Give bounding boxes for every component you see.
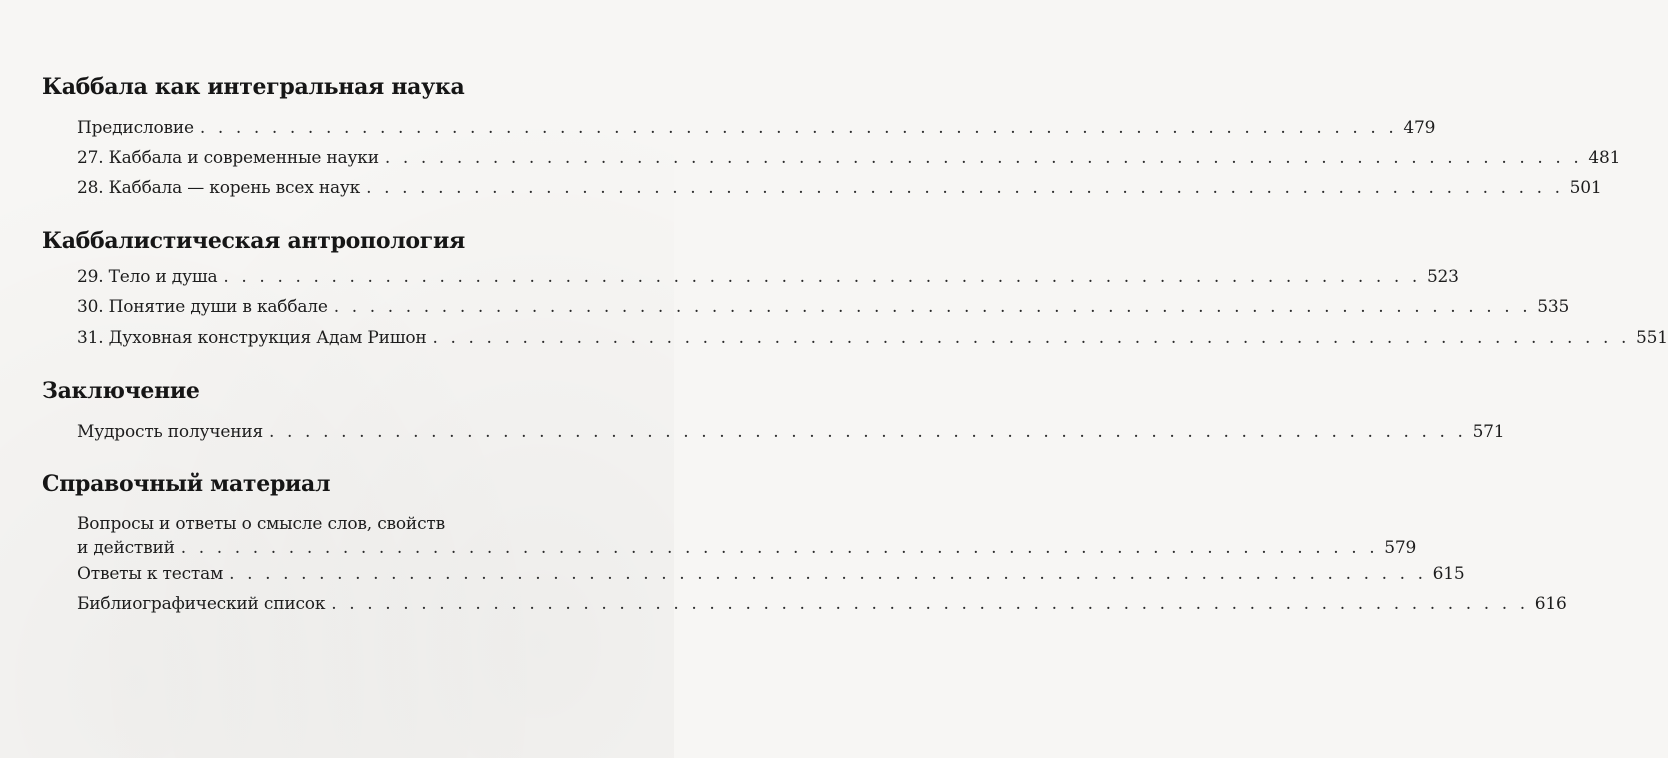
page-number: 616 [1534,594,1567,614]
entry-title: и действий [77,538,175,558]
toc-entry[interactable] [77,327,1668,349]
section-title: Заключение [42,378,200,404]
toc-entry[interactable] [77,563,1465,585]
page-number: 481 [1588,148,1621,168]
section-title: Каббала как интегральная наука [42,74,465,100]
toc-entry[interactable] [77,266,1459,288]
entry-title-line1: Вопросы и ответы о смысле слов, свойств [77,514,445,534]
dot-leader: . . . . . . . . . . . . . . . . . . . . . . . . . . . . . . . . . . . . . . . . . . . . . . . . . . . . . . . . . . . . . . . . . . . [366,178,1564,198]
entry-title: Мудрость получения [77,422,264,442]
page-number: 523 [1426,267,1459,287]
toc-entry[interactable] [77,513,1417,559]
page-number: 479 [1403,118,1436,138]
dot-leader: . . . . . . . . . . . . . . . . . . . . . . . . . . . . . . . . . . . . . . . . . . . . . . . . . . . . . . . . . . . . . . . . . . . [333,297,1532,317]
toc-entry[interactable] [77,177,1602,199]
entry-title: Библиографический список [77,594,326,614]
page-number: 579 [1384,538,1417,558]
page-number: 501 [1569,178,1602,198]
toc-entry[interactable] [77,117,1436,139]
page-number: 535 [1537,297,1570,317]
dot-leader: . . . . . . . . . . . . . . . . . . . . . . . . . . . . . . . . . . . . . . . . . . . . . . . . . . . . . . . . . . . . . . . . . . . [331,594,1529,614]
toc-entry[interactable] [77,147,1621,169]
toc-entry[interactable] [77,296,1570,318]
dot-leader: . . . . . . . . . . . . . . . . . . . . . . . . . . . . . . . . . . . . . . . . . . . . . . . . . . . . . . . . . . . . . . . . . . . [199,118,1398,138]
page-number: 615 [1432,564,1465,584]
dot-leader: . . . . . . . . . . . . . . . . . . . . . . . . . . . . . . . . . . . . . . . . . . . . . . . . . . . . . . . . . . . . . . . . . . . [384,148,1583,168]
entry-title: 31. Духовная конструкция Адам Ришон [77,328,427,348]
entry-title: Ответы к тестам [77,564,224,584]
entry-title: 28. Каббала — корень всех наук [77,178,361,198]
section-title: Справочный материал [42,471,331,497]
dot-leader: . . . . . . . . . . . . . . . . . . . . . . . . . . . . . . . . . . . . . . . . . . . . . . . . . . . . . . . . . . . . . . . . . . . [229,564,1427,584]
dot-leader: . . . . . . . . . . . . . . . . . . . . . . . . . . . . . . . . . . . . . . . . . . . . . . . . . . . . . . . . . . . . . . . . . . . [432,328,1631,348]
dot-leader: . . . . . . . . . . . . . . . . . . . . . . . . . . . . . . . . . . . . . . . . . . . . . . . . . . . . . . . . . . . . . . . . . . . [180,538,1379,558]
page-number: 551 [1636,328,1668,348]
entry-title: Предисловие [77,118,194,138]
section-title: Каббалистическая антропология [42,228,465,254]
dot-leader: . . . . . . . . . . . . . . . . . . . . . . . . . . . . . . . . . . . . . . . . . . . . . . . . . . . . . . . . . . . . . . . . . . . [223,267,1421,287]
entry-title: 27. Каббала и современные науки [77,148,379,168]
toc-entry[interactable] [77,593,1567,615]
page-number: 571 [1472,422,1505,442]
dot-leader: . . . . . . . . . . . . . . . . . . . . . . . . . . . . . . . . . . . . . . . . . . . . . . . . . . . . . . . . . . . . . . . . . . . [269,422,1467,442]
entry-title: 30. Понятие души в каббале [77,297,328,317]
toc-entry[interactable] [77,421,1505,443]
entry-title: 29. Тело и душа [77,267,218,287]
